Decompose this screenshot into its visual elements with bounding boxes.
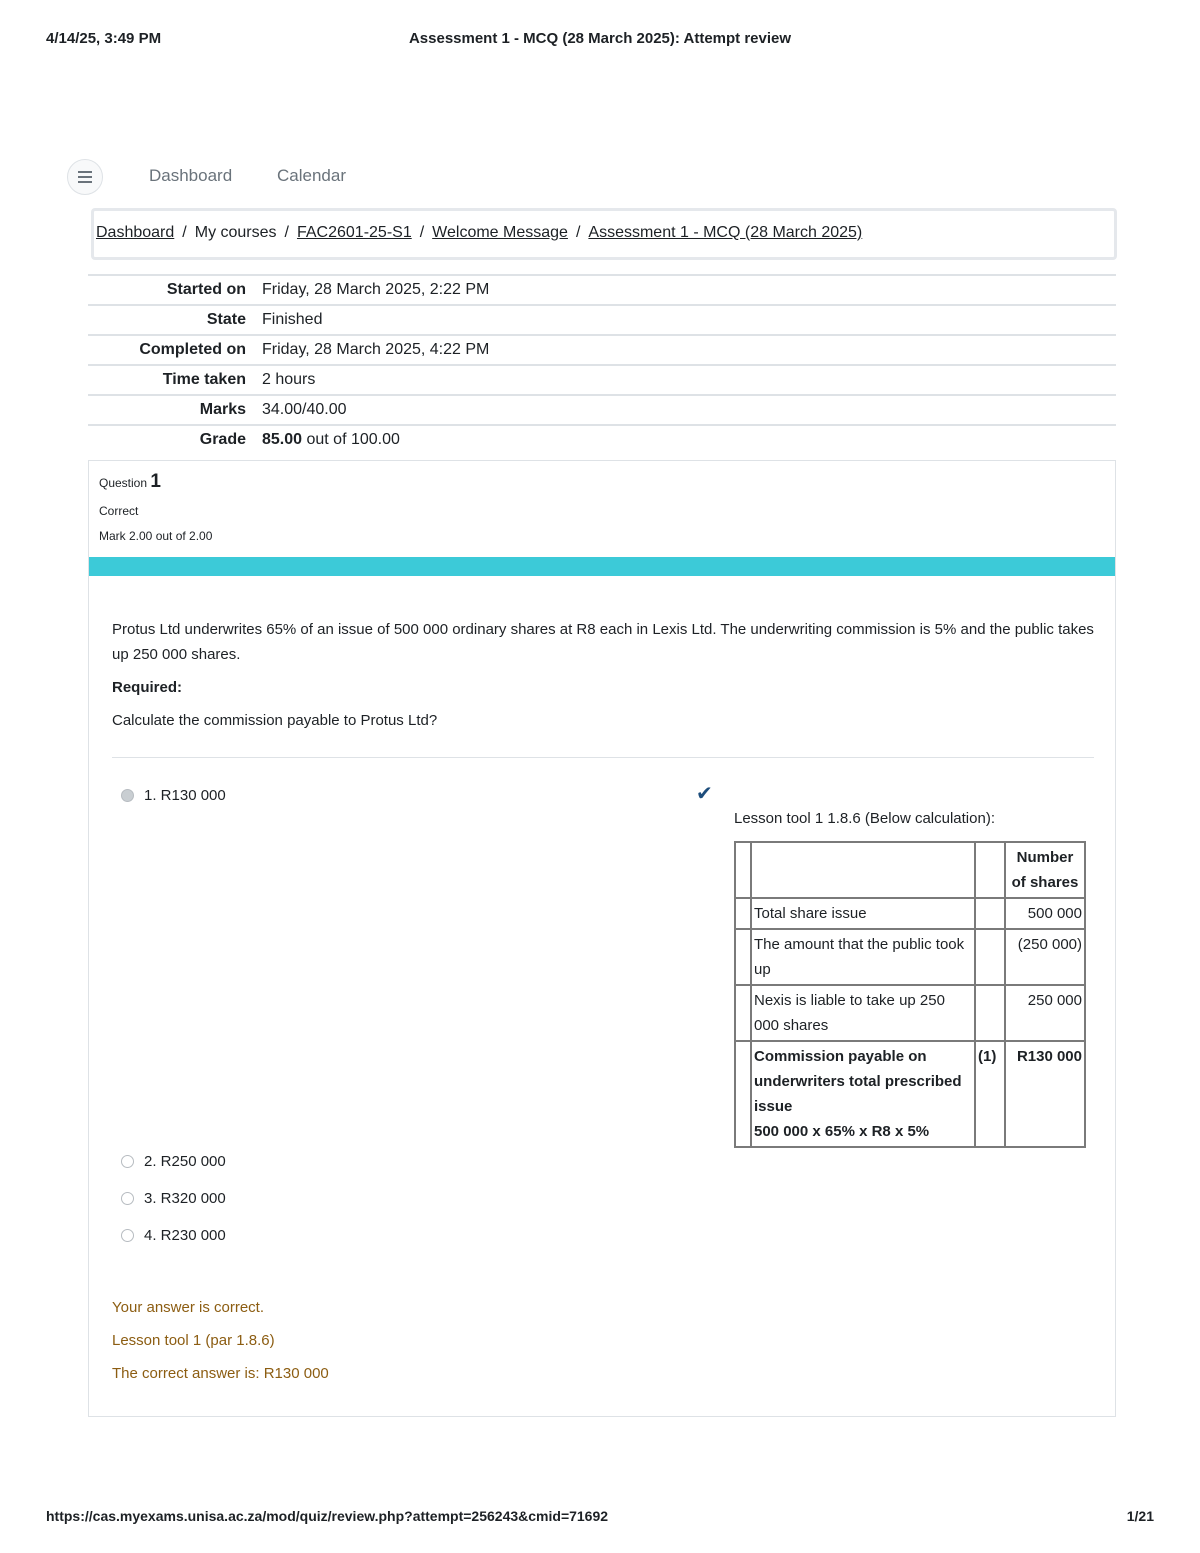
nav-calendar-link[interactable]: Calendar: [277, 166, 346, 185]
table-row: [735, 842, 1085, 898]
question-text: [112, 617, 1097, 741]
answer-label: 1. R130 000: [144, 787, 226, 804]
table-row: [735, 985, 1085, 1041]
print-header: [46, 30, 1154, 50]
outcome-correct-message: Your answer is correct.: [112, 1299, 265, 1316]
summary-row-completed: [88, 335, 1116, 365]
breadcrumb-separator: /: [182, 224, 187, 241]
answer-option-2[interactable]: [121, 1153, 226, 1170]
table-cell: (1): [975, 1041, 1005, 1147]
print-title: Assessment 1 - MCQ (28 March 2025): Attempt review: [408, 30, 792, 47]
table-cell: Total share issue: [751, 898, 975, 929]
hamburger-icon: [78, 176, 92, 178]
question-body: Protus Ltd underwrites 65% of an issue of 500 000 ordinary shares at R8 each in Lexis Ltd. The underwriting commission is 5% and the public takes up 250 000 shares.: [112, 621, 1094, 663]
answer-option-3[interactable]: [121, 1190, 226, 1207]
answer-label: 4. R230 000: [144, 1227, 226, 1244]
outcome-reference: Lesson tool 1 (par 1.8.6): [112, 1332, 275, 1349]
print-url: https://cas.myexams.unisa.ac.za/mod/quiz/review.php?attempt=256243&cmid=71692: [46, 1508, 609, 1524]
summary-value: Finished: [262, 311, 323, 328]
breadcrumb-dashboard[interactable]: Dashboard: [96, 224, 175, 241]
summary-row-started: [88, 275, 1116, 305]
summary-value: Friday, 28 March 2025, 2:22 PM: [262, 281, 490, 298]
table-cell: The amount that the public took up: [751, 929, 975, 985]
navbar: [67, 158, 467, 198]
breadcrumb-welcome[interactable]: Welcome Message: [432, 224, 568, 241]
question-accent-bar: [89, 557, 1115, 576]
summary-value: 34.00/40.00: [262, 401, 347, 418]
answer-radio[interactable]: [121, 789, 134, 802]
table-cell: [975, 898, 1005, 929]
question-card: [88, 460, 1116, 1417]
table-row: [735, 1041, 1085, 1147]
answer-radio[interactable]: [121, 1229, 134, 1242]
question-required: Required:: [112, 679, 183, 696]
summary-row-state: [88, 305, 1116, 335]
summary-label: State: [206, 311, 246, 328]
checkmark-icon: ✔: [696, 783, 713, 805]
breadcrumb-my-courses: My courses: [194, 224, 277, 241]
feedback-title: Lesson tool 1 1.8.6 (Below calculation):: [734, 810, 995, 827]
answer-label: 3. R320 000: [144, 1190, 226, 1207]
table-cell: 500 000: [1005, 898, 1085, 929]
nav-dashboard-link[interactable]: Dashboard: [149, 166, 233, 185]
grade-out-of: out of 100.00: [302, 431, 400, 448]
summary-row-time: [88, 365, 1116, 395]
summary-value: Friday, 28 March 2025, 4:22 PM: [262, 341, 490, 358]
summary-label: Started on: [166, 281, 246, 298]
answer-option-1[interactable]: [121, 787, 226, 804]
breadcrumb-separator: /: [284, 224, 289, 241]
summary-row-grade: [88, 425, 1116, 454]
breadcrumb-container: [91, 208, 1117, 260]
answer-radio[interactable]: [121, 1192, 134, 1205]
summary-label: Grade: [199, 431, 246, 448]
breadcrumb: [96, 224, 862, 242]
table-row: [735, 898, 1085, 929]
summary-label: Marks: [199, 401, 246, 418]
table-cell: (250 000): [1005, 929, 1085, 985]
drawer-toggle-button[interactable]: [67, 159, 103, 195]
question-number: 1: [150, 471, 161, 492]
table-cell: [975, 929, 1005, 985]
question-mark: Mark 2.00 out of 2.00: [99, 529, 213, 543]
summary-row-marks: [88, 395, 1116, 425]
grade-value: 85.00: [262, 431, 303, 448]
table-cell: [751, 1041, 975, 1147]
table-header: Number of shares: [1005, 842, 1085, 898]
question-info: [99, 471, 212, 554]
print-date: 4/14/25, 3:49 PM: [46, 30, 162, 47]
attempt-summary-table: [88, 274, 1116, 454]
answer-option-4[interactable]: [121, 1227, 226, 1244]
question-status: Correct: [99, 504, 139, 518]
summary-value: [254, 425, 1116, 454]
print-footer: [46, 1508, 1154, 1528]
summary-value: 2 hours: [262, 371, 316, 388]
question-label: Question: [99, 476, 148, 490]
answer-label: 2. R250 000: [144, 1153, 226, 1170]
answer-radio[interactable]: [121, 1155, 134, 1168]
table-cell: 250 000: [1005, 985, 1085, 1041]
divider: [112, 757, 1094, 758]
summary-label: Completed on: [139, 341, 246, 358]
outcome-right-answer: The correct answer is: R130 000: [112, 1365, 329, 1382]
table-row: [735, 929, 1085, 985]
total-formula: 500 000 x 65% x R8 x 5%: [754, 1123, 930, 1140]
feedback-calculation-table: [734, 841, 1086, 1148]
table-cell: R130 000: [1005, 1041, 1085, 1147]
question-prompt: Calculate the commission payable to Protus Ltd?: [112, 712, 438, 729]
question-outcome: [112, 1299, 329, 1398]
table-cell: Nexis is liable to take up 250 000 shares: [751, 985, 975, 1041]
summary-label: Time taken: [162, 371, 246, 388]
breadcrumb-separator: /: [575, 224, 581, 241]
total-label: Commission payable on underwriters total prescribed issue: [754, 1048, 962, 1115]
print-page-number: 1/21: [1126, 1508, 1154, 1524]
table-cell: [975, 985, 1005, 1041]
breadcrumb-course[interactable]: FAC2601-25-S1: [296, 224, 412, 241]
breadcrumb-assessment[interactable]: Assessment 1 - MCQ (28 March 2025): [588, 224, 863, 241]
breadcrumb-separator: /: [419, 224, 425, 241]
